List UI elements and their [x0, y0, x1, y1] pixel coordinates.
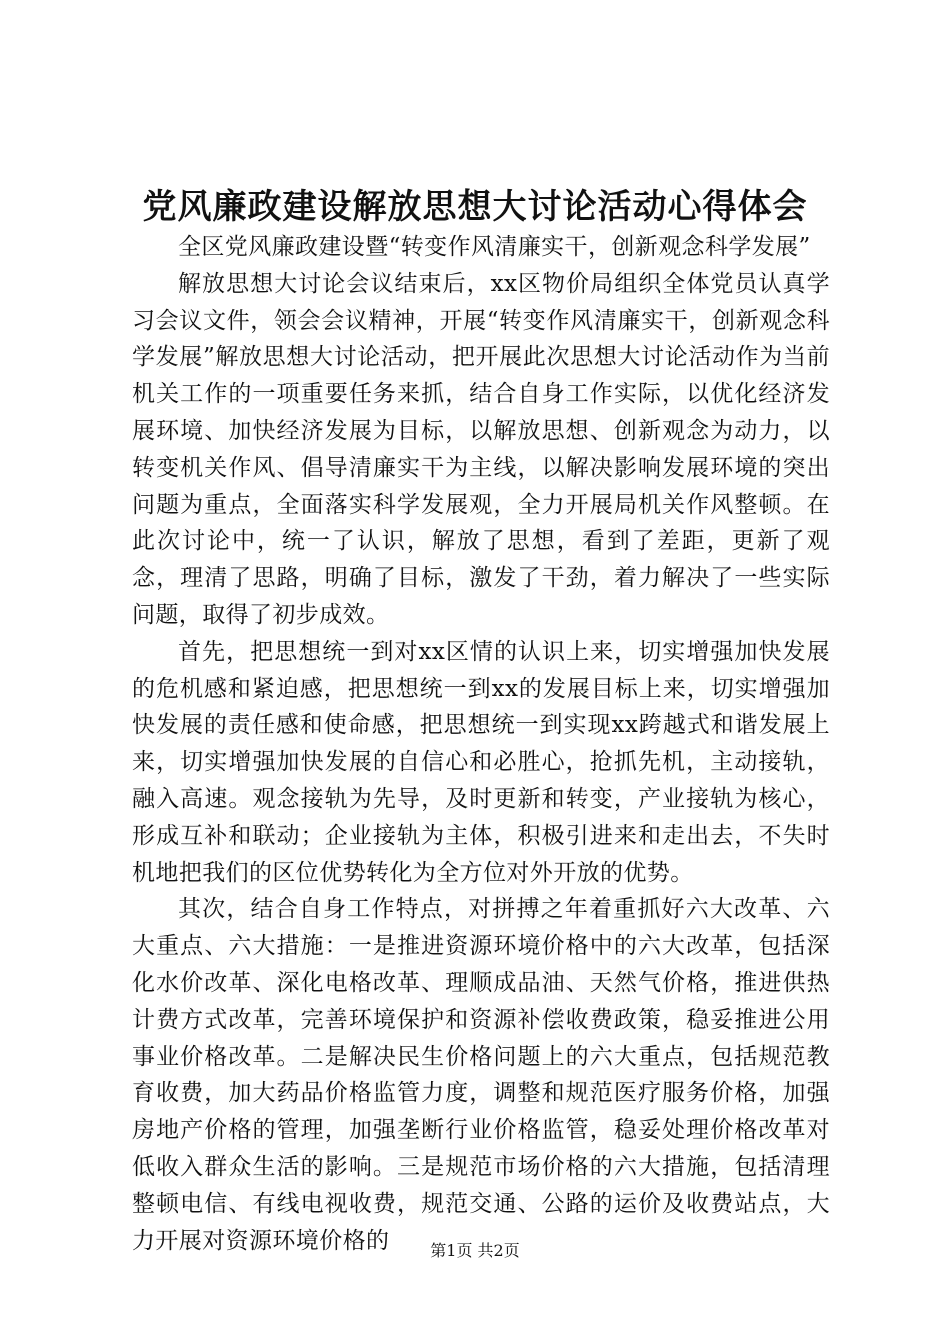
paragraph-1: 全区党风廉政建设暨“转变作风清廉实干，创新观念科学发展”: [178, 234, 811, 260]
paragraph-4: 其次，结合自身工作特点，对拼搏之年着重抓好六大改革、六大重点、六大措施：一是推进资源环境价格中的六大改革，包括深化水价改革、深化电格改革、理顺成品油、天然气价格，推进供热计费方式改革，完善环境保护和资源补偿收费政策，稳妥推进公用事业价格改革。二是解决民生价格问题上的六大重点，包括规范教育收费，加大药品价格监管力度，调整和规范医疗服务价格，加强房地产价格的管理，加强垄断行业价格监管，稳妥处理价格改革对低收入群众生活的影响。三是规范市场价格的六大措施，包括清理整顿电信、有线电视收费，规范交通、公路的运价及收费站点，大力开展对资源环境价格的: [132, 896, 830, 1254]
document-body: [132, 229, 830, 1259]
page-number-footer: 第1页 共2页: [430, 1241, 520, 1260]
paragraph-2: 解放思想大讨论会议结束后，xx区物价局组织全体党员认真学习会议文件，领会会议精神，开展“转变作风清廉实干，创新观念科学发展”解放思想大讨论活动，把开展此次思想大讨论活动作为当前机关工作的一项重要任务来抓，结合自身工作实际，以优化经济发展环境、加快经济发展为目标，以解放思想、创新观念为动力，以转变机关作风、倡导清廉实干为主线，以解决影响发展环境的突出问题为重点，全面落实科学发展观，全力开展局机关作风整顿。在此次讨论中，统一了认识，解放了思想，看到了差距，更新了观念，理清了思路，明确了目标，激发了干劲，着力解决了一些实际问题，取得了初步成效。: [132, 270, 830, 628]
document-title: 党风廉政建设解放思想大讨论活动心得体会: [142, 187, 808, 227]
paragraph-3: 首先，把思想统一到对xx区情的认识上来，切实增强加快发展的危机感和紧迫感，把思想统一到xx的发展目标上来，切实增强加快发展的责任感和使命感，把思想统一到实现xx跨越式和谐发展上来，切实增强加快发展的自信心和必胜心，抢抓先机，主动接轨，融入高速。观念接轨为先导，及时更新和转变，产业接轨为核心，形成互补和联动；企业接轨为主体，积极引进来和走出去，不失时机地把我们的区位优势转化为全方位对外开放的优势。: [132, 638, 830, 886]
